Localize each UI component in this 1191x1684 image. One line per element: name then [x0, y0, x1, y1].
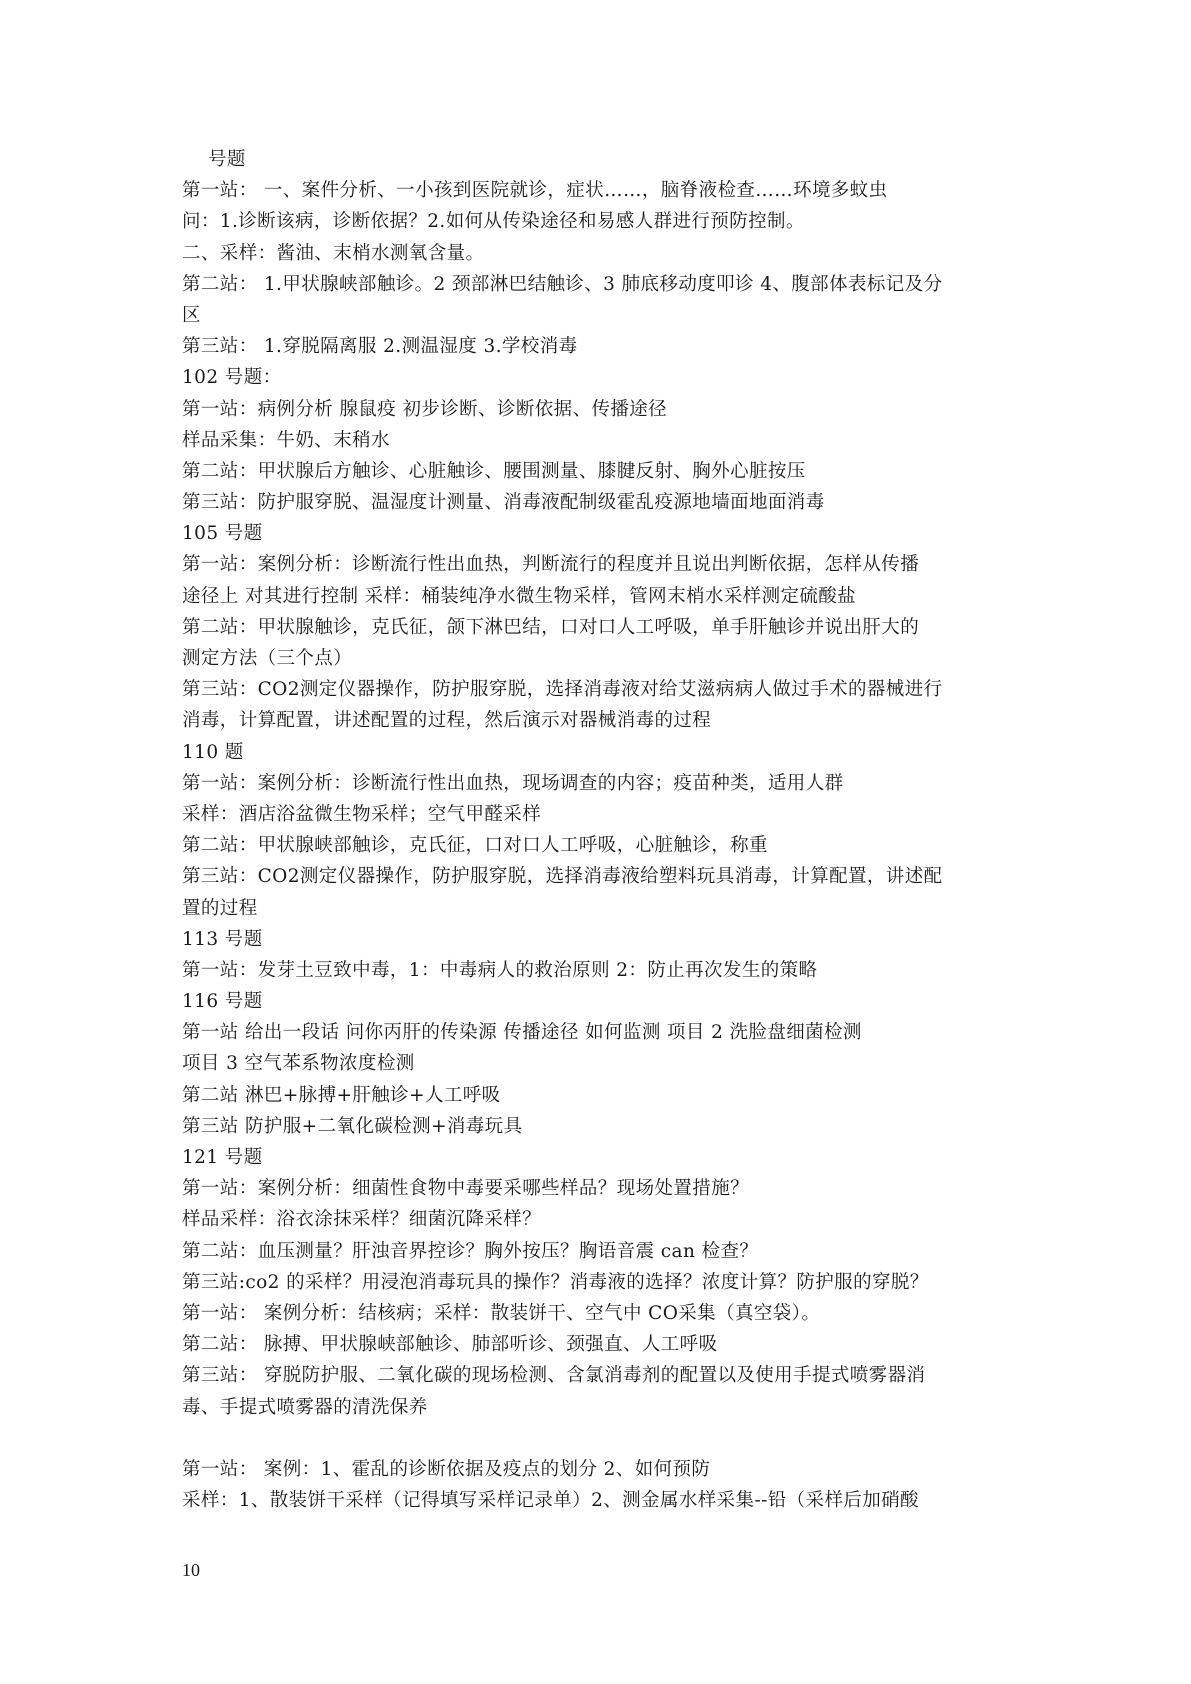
document-body — [182, 144, 1012, 1516]
text-line: 样品采集：牛奶、末稍水 — [182, 429, 390, 451]
text-line: 105 号题 — [182, 523, 263, 545]
text-line: 采样：1、散装饼干采样（记得填写采样记录单）2、测金属水样采集--铅（采样后加硝酸 — [182, 1490, 919, 1512]
text-line: 号题 — [208, 149, 246, 170]
text-line: 第一站：发芽土豆致中毒，1：中毒病人的救治原则 2：防止再次发生的策略 — [182, 959, 818, 981]
text-line: 第一站： 案例分析：结核病；采样：散装饼干、空气中 CO采集（真空袋）。 — [182, 1302, 821, 1324]
text-line: 第二站：甲状腺触诊，克氏征，颌下淋巴结，口对口人工呼吸，单手肝触诊并说出肝大的 — [182, 616, 920, 638]
text-line: 项目 3 空气苯系物浓度检测 — [182, 1053, 415, 1075]
text-line: 第一站： 案例：1、霍乱的诊断依据及疫点的划分 2、如何预防 — [182, 1458, 711, 1480]
text-line: 问：1.诊断该病，诊断依据？2.如何从传染途径和易感人群进行预防控制。 — [182, 211, 805, 233]
text-line: 第一站： 一、案件分析、一小孩到医院就诊，症状……，脑脊液检查……环境多蚊虫 — [182, 180, 888, 202]
text-line: 第三站： 1.穿脱隔离服 2.测温湿度 3.学校消毒 — [182, 336, 578, 358]
text-line: 113 号题 — [182, 928, 263, 950]
text-line: 第三站 防护服+二氧化碳检测+消毒玩具 — [182, 1115, 523, 1137]
text-line: 区 — [182, 304, 201, 326]
text-line: 第三站： 穿脱防护服、二氧化碳的现场检测、含氯消毒剂的配置以及使用手提式喷雾器消 — [182, 1365, 926, 1387]
text-line: 第二站：甲状腺后方触诊、心脏触诊、腰围测量、膝腱反射、胸外心脏按压 — [182, 460, 806, 482]
text-line: 途径上 对其进行控制 采样：桶装纯净水微生物采样，管网末梢水采样测定硫酸盐 — [182, 585, 857, 607]
text-line: 第一站：案例分析：诊断流行性出血热，现场调查的内容；疫苗种类，适用人群 — [182, 772, 844, 794]
text-line: 第一站：病例分析 腺鼠疫 初步诊断、诊断依据、传播途径 — [182, 398, 668, 420]
text-line: 第三站：CO2测定仪器操作，防护服穿脱，选择消毒液给塑料玩具消毒，计算配置，讲述配 — [182, 866, 943, 888]
text-line: 第二站：血压测量？肝浊音界控诊？胸外按压？胸语音震 can 检查？ — [182, 1240, 759, 1262]
text-line: 第二站： 1.甲状腺峡部触诊。2 颈部淋巴结触诊、3 肺底移动度叩诊 4、腹部体表标记及分 — [182, 273, 943, 295]
text-line: 测定方法（三个点） — [182, 648, 353, 669]
text-line: 第二站： 脉搏、甲状腺峡部触诊、肺部听诊、颈强直、人工呼吸 — [182, 1334, 718, 1356]
text-line: 第一站：案例分析：诊断流行性出血热，判断流行的程度并且说出判断依据，怎样从传播 — [182, 554, 920, 576]
text-line: 二、采样：酱油、末梢水测氧含量。 — [182, 242, 485, 264]
text-line: 第一站 给出一段话 问你丙肝的传染源 传播途径 如何监测 项目 2 洗脸盘细菌检测 — [182, 1022, 862, 1044]
text-line: 第三站：防护服穿脱、温湿度计测量、消毒液配制级霍乱疫源地墙面地面消毒 — [182, 492, 825, 514]
text-line: 第三站：CO2测定仪器操作，防护服穿脱，选择消毒液对给艾滋病病人做过手术的器械进行 — [182, 679, 943, 701]
text-line: 121 号题 — [182, 1147, 263, 1168]
text-line: 采样：酒店浴盆微生物采样；空气甲醛采样 — [182, 803, 542, 825]
text-line: 第二站：甲状腺峡部触诊，克氏征，口对口人工呼吸，心脏触诊，称重 — [182, 835, 768, 857]
text-line: 第一站：案例分析：细菌性食物中毒要采哪些样品？现场处置措施？ — [182, 1178, 750, 1200]
text-line: 毒、手提式喷雾器的清洗保养 — [182, 1396, 428, 1418]
text-line: 置的过程 — [182, 897, 258, 919]
blank-line — [182, 1423, 1012, 1454]
text-line: 消毒，计算配置，讲述配置的过程，然后演示对器械消毒的过程 — [182, 710, 712, 732]
text-line: 110 题 — [182, 741, 244, 763]
text-line: 第二站 淋巴+脉搏+肝触诊+人工呼吸 — [182, 1084, 501, 1106]
text-line: 第三站:co2 的采样？用浸泡消毒玩具的操作？消毒液的选择？浓度计算？防护服的穿脱？ — [182, 1271, 929, 1293]
text-line: 样品采样：浴衣涂抹采样？细菌沉降采样？ — [182, 1209, 542, 1231]
text-line: 116 号题 — [182, 991, 263, 1013]
text-line: 102 号题： — [182, 367, 282, 389]
page-number: 10 — [182, 1560, 200, 1580]
